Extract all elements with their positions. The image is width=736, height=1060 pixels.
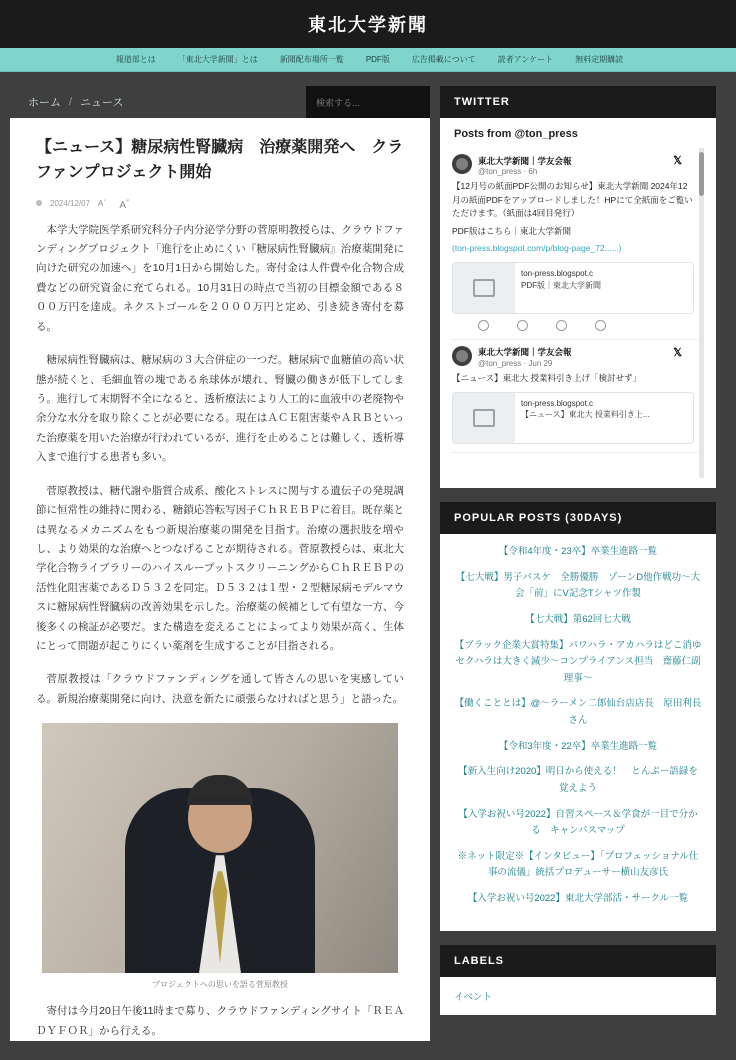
article-photo xyxy=(42,723,398,973)
breadcrumb-separator: / xyxy=(69,96,73,108)
nav-item-5[interactable]: 読者アンケート xyxy=(497,54,554,64)
tweet-author: 東北大学新聞｜学友会報 xyxy=(478,347,572,358)
nav-item-6[interactable]: 無料定期購読 xyxy=(575,54,624,64)
popular-posts-heading: POPULAR POSTS (30DAYS) xyxy=(440,502,716,534)
link-card-domain: ton-press.blogspot.c xyxy=(521,398,594,408)
list-item[interactable]: 【入学お祝い号2022】東北大学部活・サークル一覧 xyxy=(467,893,689,904)
search-input[interactable] xyxy=(306,86,430,118)
twitter-feed[interactable] xyxy=(452,148,704,478)
labels-list xyxy=(440,977,716,1015)
tweet-handle: @ton_press · Jun 29 xyxy=(478,358,553,368)
tweet-handle: @ton_press · 6h xyxy=(478,167,538,176)
list-item[interactable]: 【ブラック企業大賞特集】パワハラ・アカハラはどこ消ゆ セクハラは大きく減少〜コンプライアンス担当 齋藤仁副理事〜 xyxy=(454,639,711,684)
article-paragraph-1: 本学大学院医学系研究科分子内分泌学分野の菅原明教授らは、クラウドファンディングプロジェクト「進行を止めにくい『糖尿病性腎臓病』治療薬開発に向けた研究の加速へ」を10月1日から開始した。寄付金は人件費や化合物合成費などの研究資金に充てられる。10月31日の時点で当初の目標金額である８００万円を達成。ネクストゴールを２０００万円と定め、引き続き寄付を募る。 xyxy=(36,223,404,333)
photo-caption: プロジェクトへの思いを語る菅原教授 xyxy=(152,980,288,990)
tweet-actions[interactable] xyxy=(452,314,694,331)
nav-item-2[interactable]: 新聞配布場所一覧 xyxy=(279,54,344,64)
list-item[interactable]: 【新入生向け2020】明日から使える！ とんぷー語録を覚えよう xyxy=(458,766,698,794)
article-title: 【ニュース】糖尿病性腎臓病 治療薬開発へ クラファンプロジェクト開始 xyxy=(36,139,404,181)
link-card-thumbnail-icon xyxy=(453,393,515,443)
nav-item-4[interactable]: 広告掲載について xyxy=(411,54,476,64)
tweet-item[interactable] xyxy=(452,340,704,453)
search-placeholder: 検索する... xyxy=(316,97,360,108)
labels-heading: LABELS xyxy=(440,945,716,977)
article-paragraph-3: 菅原教授は、糖代謝や脂質合成系、酸化ストレスに関与する遺伝子の発現調節に恒常性の維持に関わる、糖鎖応答転写因子ＣｈＲＥＢＰに着目。既存薬とは異なるメカニズムをもつ新規治療薬の開発を目指す。治療の選択肢を増やし、より効果的な治療へとつなげることが期待される。菅原教授らは、東北大学化合物ライブラリーのハイスループットスクリーニングからＣｈＲＥＢＰの活性化阻害薬であるＤ５３２を同定。Ｄ５３２は１型・２型糖尿病モデルマウスに糖尿病性腎臓病の改善効果を示した。治療薬の候補として有望な一方、今後多くの検証が必要だ。また構造を変えることによってより効果が高く、生体にとって問題が起こりにくい薬剤を生成することが目指される。 xyxy=(36,484,404,653)
list-item[interactable]: 【令和4年度・23卒】卒業生進路一覧 xyxy=(498,546,658,557)
article-date: 2024/12/07 xyxy=(50,198,91,208)
list-item[interactable]: 【七大戦】男子バスケ 全勝優勝 ゾーンD他作戦功〜大会「前」にV記念Tシャツ作製 xyxy=(455,571,701,600)
nav-item-3[interactable]: PDF版 xyxy=(365,54,390,64)
breadcrumb-row xyxy=(10,86,430,118)
tweet-text: 【ニュース】東北大 授業料引き上げ「検討せず」 xyxy=(452,372,641,383)
main-column xyxy=(10,86,430,1060)
tweet-link-url[interactable]: (ton-press.blogspot.com/p/blog-page_72......) xyxy=(452,243,622,254)
popular-posts-list xyxy=(440,534,716,931)
link-card-domain: ton-press.blogspot.c xyxy=(521,268,594,278)
font-size-large-button[interactable]: A゛ xyxy=(119,199,137,211)
x-logo-icon: 𝕏 xyxy=(673,155,682,167)
twitter-subheading: Posts from @ton_press xyxy=(454,128,578,140)
link-card-thumbnail-icon xyxy=(453,263,515,313)
list-item[interactable]: 【七大戦】第62回七大戦 xyxy=(525,613,631,625)
tweet-link-card[interactable] xyxy=(452,262,694,314)
list-item[interactable]: 【令和3年度・22卒】卒業生進路一覧 xyxy=(498,740,658,752)
article xyxy=(10,118,430,1041)
breadcrumb xyxy=(10,86,306,118)
twitter-scrollbar-thumb[interactable] xyxy=(699,152,704,196)
link-card-title: PDF版｜東北大学新聞 xyxy=(521,280,601,290)
link-card-title: 【ニュース】東北大 授業料引き上... xyxy=(521,410,650,420)
twitter-widget xyxy=(440,86,716,488)
article-paragraph-2: 糖尿病性腎臓病は、糖尿病の３大合併症の一つだ。糖尿病で血糖値の高い状態が続くと、毛細血管の塊である糸球体が壊れ、腎臓の働きが低下してしまう。進行して末期腎不全になると、透析療法により人工的に血液中の老廃物や余分な水分を取り除くことが必要になる。現在はＡＣＥ阻害薬やＡＲＢといった治療薬を用いた治療が行われているが、進行を止めることは難しく、透析導入まで進行する患者も多い。 xyxy=(36,354,404,464)
list-item[interactable]: 【働くこととは】@〜ラーメン二郎仙台店店長 原田利長さん xyxy=(454,698,702,726)
x-logo-icon: 𝕏 xyxy=(673,346,682,359)
nav-item-0[interactable]: 報道部とは xyxy=(115,54,156,64)
site-title: 東北大学新聞 xyxy=(308,15,428,35)
list-item[interactable]: ※ネット限定※【インタビュー】「プロフェッショナル仕事の流儀」統括プロデューサー横山友彦氏 xyxy=(457,850,699,879)
article-paragraph-5: 寄付は今月20日午後11時まで募り、クラウドファンディングサイト「ＲＥＡＤＹＦＯＲ」から行える。 xyxy=(36,1005,404,1037)
tweet-author: 東北大学新聞｜学友会報 xyxy=(478,155,572,166)
sidebar xyxy=(440,86,716,1060)
main-navigation[interactable] xyxy=(0,48,736,72)
twitter-widget-heading: TWITTER xyxy=(440,86,716,118)
site-masthead xyxy=(0,0,736,48)
list-item[interactable]: 【入学お祝い号2022】自習スペース＆学食が一目で分かる キャンパスマップ xyxy=(458,808,698,837)
photo-subject-glasses xyxy=(191,799,249,811)
content-wrapper xyxy=(0,72,736,1060)
breadcrumb-section[interactable]: ニュース xyxy=(80,97,124,109)
article-paragraph-4: 菅原教授は「クラウドファンディングを通して皆さんの思いを実感している。新規治療薬開発に向け、決意を新たに頑張らなければと思う」と語った。 xyxy=(36,673,404,705)
twitter-widget-body xyxy=(440,118,716,488)
retweet-icon[interactable] xyxy=(517,320,528,331)
font-size-small-button[interactable]: A゛ xyxy=(98,198,112,208)
reply-icon[interactable] xyxy=(478,320,489,331)
like-icon[interactable] xyxy=(556,320,567,331)
tweet-text: 【12月号の紙面PDF公開のお知らせ】東北大学新聞 2024年12月の紙面PDFをアップロードしました！HPにて全紙面をご覧いただけます。（紙面は4回目発行） xyxy=(452,181,693,219)
meta-dot-icon xyxy=(36,200,42,206)
tweet-link-card[interactable] xyxy=(452,392,694,444)
share-icon[interactable] xyxy=(595,320,606,331)
avatar xyxy=(452,154,472,174)
breadcrumb-home[interactable]: ホーム xyxy=(28,97,61,109)
labels-widget xyxy=(440,945,716,1015)
twitter-scrollbar[interactable] xyxy=(699,148,704,478)
nav-item-1[interactable]: 「東北大学新聞」とは xyxy=(177,54,258,64)
article-meta xyxy=(36,196,404,211)
tweet-item[interactable] xyxy=(452,148,704,340)
article-photo-wrap xyxy=(36,723,404,990)
label-item[interactable]: イベント xyxy=(454,991,493,1003)
tweet-link-label[interactable]: PDF版はこちら｜東北大学新聞 xyxy=(452,225,572,236)
popular-posts-widget xyxy=(440,502,716,931)
avatar xyxy=(452,346,472,366)
